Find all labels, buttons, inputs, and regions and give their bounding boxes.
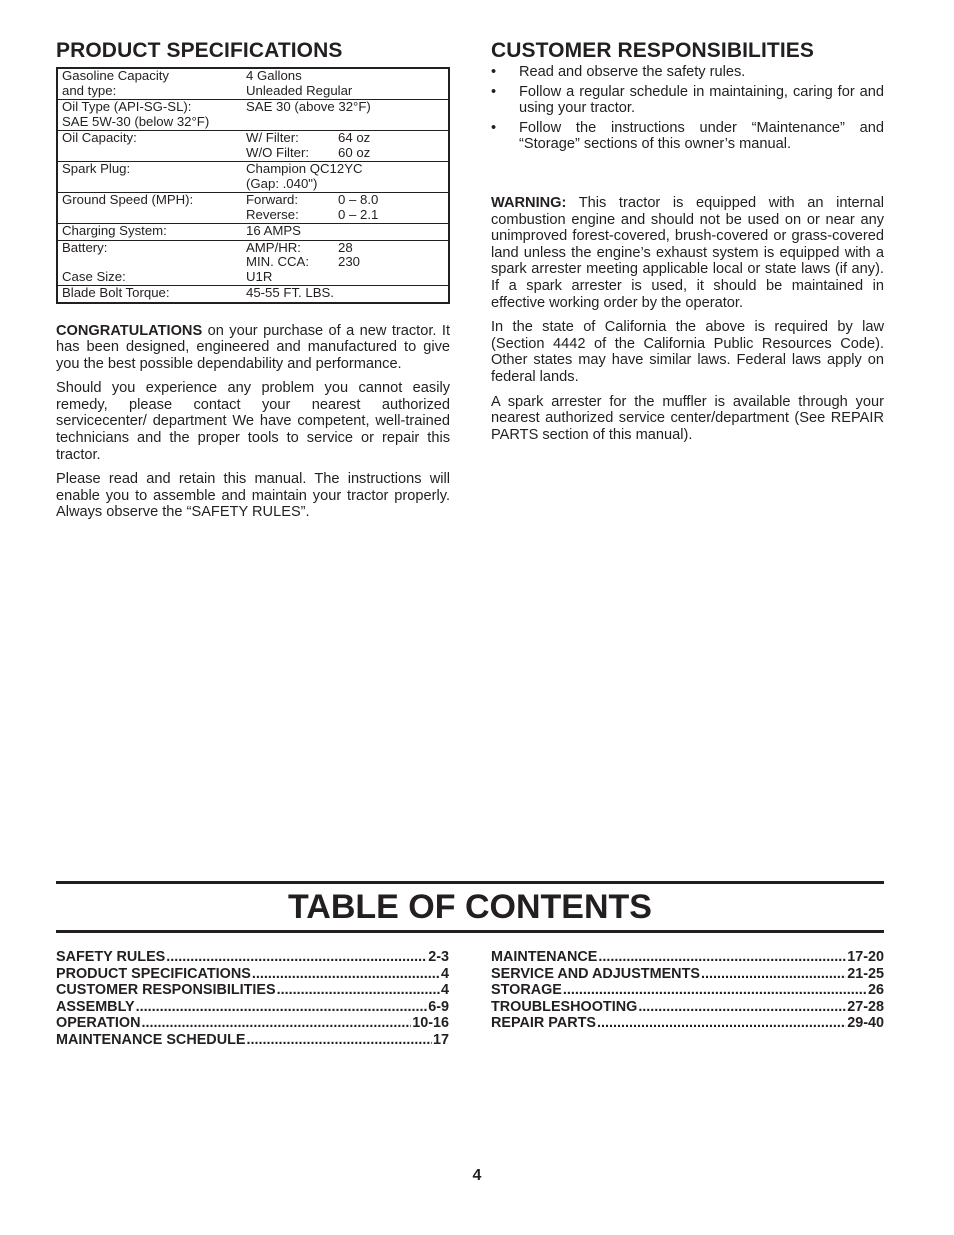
spec-key-value	[246, 131, 444, 146]
spec-value	[242, 131, 449, 162]
toc-entry[interactable]	[491, 982, 884, 999]
toc-right-column	[491, 949, 884, 1032]
spec-value-line: 16 AMPS	[246, 223, 301, 238]
spec-label	[57, 240, 242, 286]
table-row	[57, 162, 449, 193]
toc-entry-name: SERVICE AND ADJUSTMENTS	[491, 965, 700, 982]
toc-entry-page: 17-20	[847, 949, 884, 965]
specifications-table	[56, 67, 450, 304]
spec-value	[242, 193, 449, 224]
spec-value	[242, 240, 449, 286]
toc-leader-dots	[563, 982, 867, 999]
spec-key: U1R	[246, 268, 273, 284]
toc-leader-dots	[638, 999, 846, 1016]
table-row	[57, 240, 449, 286]
spark-arrester-paragraph: A spark arrester for the muffler is available through your nearest authorized service center/department (See REPAIR PARTS section of this manual).	[491, 393, 884, 443]
toc-entry-name: OPERATION	[56, 1015, 141, 1032]
left-column	[56, 38, 450, 529]
spec-value-line: Champion QC12YC	[246, 161, 363, 176]
spec-key: W/ Filter:	[246, 130, 299, 145]
spec-label	[57, 162, 242, 193]
toc-entry[interactable]	[56, 966, 449, 983]
customer-responsibilities-title: CUSTOMER RESPONSIBILITIES	[491, 39, 814, 62]
spec-value	[242, 286, 449, 303]
spec-label-line: Blade Bolt Torque:	[62, 285, 170, 300]
spec-label	[57, 131, 242, 162]
spec-val: 0 – 2.1	[338, 206, 379, 222]
toc-entry-name: REPAIR PARTS	[491, 1015, 597, 1032]
toc-entry-page: 26	[867, 982, 884, 999]
warning-label: WARNING:	[491, 194, 567, 211]
toc-entry-name: STORAGE	[491, 982, 562, 999]
table-row	[57, 224, 449, 241]
spec-label	[57, 68, 242, 100]
table-row	[57, 131, 449, 162]
toc-leader-dots	[598, 949, 846, 966]
toc-entry-page: 4	[440, 982, 449, 999]
congratulations-label: CONGRATULATIONS	[56, 322, 203, 339]
list-item: • Read and observe the safety rules.	[491, 64, 746, 80]
spec-value-line: 4 Gallons	[246, 68, 302, 83]
toc-title: TABLE OF CONTENTS	[288, 888, 652, 926]
responsibilities-list	[491, 64, 884, 153]
retain-manual-paragraph: Please read and retain this manual. The instructions will enable you to assemble and maintain your tractor properly. Always observe the “SAFETY RULES”.	[56, 471, 450, 521]
spec-val: 28	[338, 239, 353, 255]
toc-entry[interactable]	[56, 999, 449, 1016]
spec-value-line: SAE 30 (above 32°F)	[246, 99, 371, 114]
toc-entry[interactable]	[56, 1015, 449, 1032]
toc-leader-dots	[141, 1015, 411, 1032]
right-column	[491, 38, 884, 451]
service-paragraph: Should you experience any problem you cannot easily remedy, please contact your nearest authorized servicecenter/ department We have competent, well-trained technicians and the proper tools to service or repair this tractor.	[56, 380, 450, 463]
spec-label-line: Gasoline Capacity	[62, 68, 170, 83]
spec-value	[242, 68, 449, 100]
list-item: • Follow the instructions under “Maintenance” and “Storage” sections of this owner’s manual.	[491, 119, 884, 153]
warning-paragraph	[491, 195, 884, 311]
toc-entry[interactable]	[56, 982, 449, 999]
spec-label-line: Case Size:	[62, 268, 126, 284]
spec-label-line: and type:	[62, 82, 117, 98]
toc-entry-page: 27-28	[847, 998, 884, 1015]
table-row	[57, 68, 449, 100]
toc-entry-page: 10-16	[412, 1015, 449, 1032]
toc-leader-dots	[277, 982, 440, 999]
toc-entry-name: CUSTOMER RESPONSIBILITIES	[56, 982, 276, 999]
toc-entry-page: 2-3	[428, 949, 449, 965]
toc-entry-name: MAINTENANCE SCHEDULE	[56, 1031, 246, 1048]
spec-value	[242, 100, 449, 131]
toc-leader-dots	[136, 999, 428, 1016]
toc-entry-page: 4	[440, 965, 449, 982]
spec-value	[242, 162, 449, 193]
spec-key-value	[246, 193, 444, 208]
spec-label-line: Charging System:	[62, 223, 167, 238]
spec-label-line: Oil Capacity:	[62, 130, 137, 145]
spec-value-line: Unleaded Regular	[246, 82, 353, 98]
spec-key: Reverse:	[246, 206, 299, 222]
toc-entry[interactable]	[491, 999, 884, 1016]
spec-key-value	[246, 146, 444, 161]
spec-val: 60 oz	[338, 144, 371, 160]
toc-entry[interactable]	[56, 1032, 449, 1049]
congratulations-paragraph	[56, 323, 450, 373]
spec-val: 230	[338, 254, 361, 269]
spec-label-line: Ground Speed (MPH):	[62, 192, 194, 207]
toc-leader-dots	[166, 949, 427, 966]
toc-entry-name: SAFETY RULES	[56, 949, 166, 965]
table-row	[57, 193, 449, 224]
spec-label-line	[62, 255, 238, 270]
toc-leader-dots	[246, 1032, 432, 1049]
spec-value-line: (Gap: .040")	[246, 175, 318, 191]
toc-entry-name: ASSEMBLY	[56, 998, 135, 1015]
bullet-icon: •	[491, 64, 497, 80]
table-row	[57, 286, 449, 303]
list-item: • Follow a regular schedule in maintaining, caring for and using your tractor.	[491, 83, 884, 117]
toc-entry-page: 21-25	[847, 965, 884, 982]
table-row	[57, 100, 449, 131]
toc-entry-name: PRODUCT SPECIFICATIONS	[56, 965, 251, 982]
california-paragraph: In the state of California the above is required by law (Section 4442 of the California Public Resources Code). Other states may have similar laws. Federal laws apply on federal lands.	[491, 319, 884, 385]
spec-key-value	[246, 255, 444, 270]
spec-label	[57, 224, 242, 241]
toc-left-column	[56, 949, 449, 1049]
spec-key: MIN. CCA:	[246, 254, 310, 269]
spec-key: W/O Filter:	[246, 144, 310, 160]
toc-entry[interactable]	[491, 1015, 884, 1032]
spec-label	[57, 193, 242, 224]
spec-label	[57, 286, 242, 303]
spec-key-value	[246, 241, 444, 256]
toc-entry[interactable]	[491, 966, 884, 983]
spec-val: 64 oz	[338, 130, 371, 145]
spec-key-value	[246, 270, 444, 285]
page-number: 4	[472, 1167, 482, 1184]
spec-label-line: Spark Plug:	[62, 161, 131, 176]
congratulations-text: on your purchase of a new tractor. It has been designed, engineered and manufactured to give you the best possible dependability and performance.	[56, 322, 450, 372]
toc-entry-name: TROUBLESHOOTING	[491, 998, 638, 1015]
toc-entry-name: MAINTENANCE	[491, 949, 598, 965]
toc-leader-dots	[252, 966, 440, 983]
toc-entry-page: 17	[432, 1031, 449, 1048]
bullet-icon: •	[491, 83, 497, 100]
warning-text: This tractor is equipped with an internal combustion engine and should not be used on or near any unimproved forest-covered, brush-covered or grass-covered land unless the engine’s exhaust system is equipped with a spark arrester meeting applicable local or state laws (if any). If a spark arrester is used, it should be maintained in effective working order by the operator.	[491, 194, 884, 311]
spec-key-value	[246, 208, 444, 223]
toc-leader-dots	[701, 966, 846, 983]
spec-label-line: SAE 5W-30 (below 32°F)	[62, 113, 210, 129]
product-specifications-title: PRODUCT SPECIFICATIONS	[56, 39, 343, 62]
spec-key: Forward:	[246, 192, 299, 207]
toc-bottom-rule	[56, 930, 884, 933]
spec-label-line: Oil Type (API-SG-SL):	[62, 99, 192, 114]
spec-val: 0 – 8.0	[338, 192, 379, 207]
toc-leader-dots	[597, 1015, 846, 1032]
spec-label-line: Battery:	[62, 239, 108, 255]
toc-entry[interactable]	[491, 949, 884, 966]
spec-key: AMP/HR:	[246, 239, 301, 255]
spec-value	[242, 224, 449, 241]
spec-label	[57, 100, 242, 131]
spec-value-line: 45-55 FT. LBS.	[246, 285, 334, 300]
bullet-icon: •	[491, 119, 497, 136]
toc-entry[interactable]	[56, 949, 449, 966]
toc-entry-page: 6-9	[428, 998, 449, 1015]
toc-entry-page: 29-40	[847, 1015, 884, 1032]
